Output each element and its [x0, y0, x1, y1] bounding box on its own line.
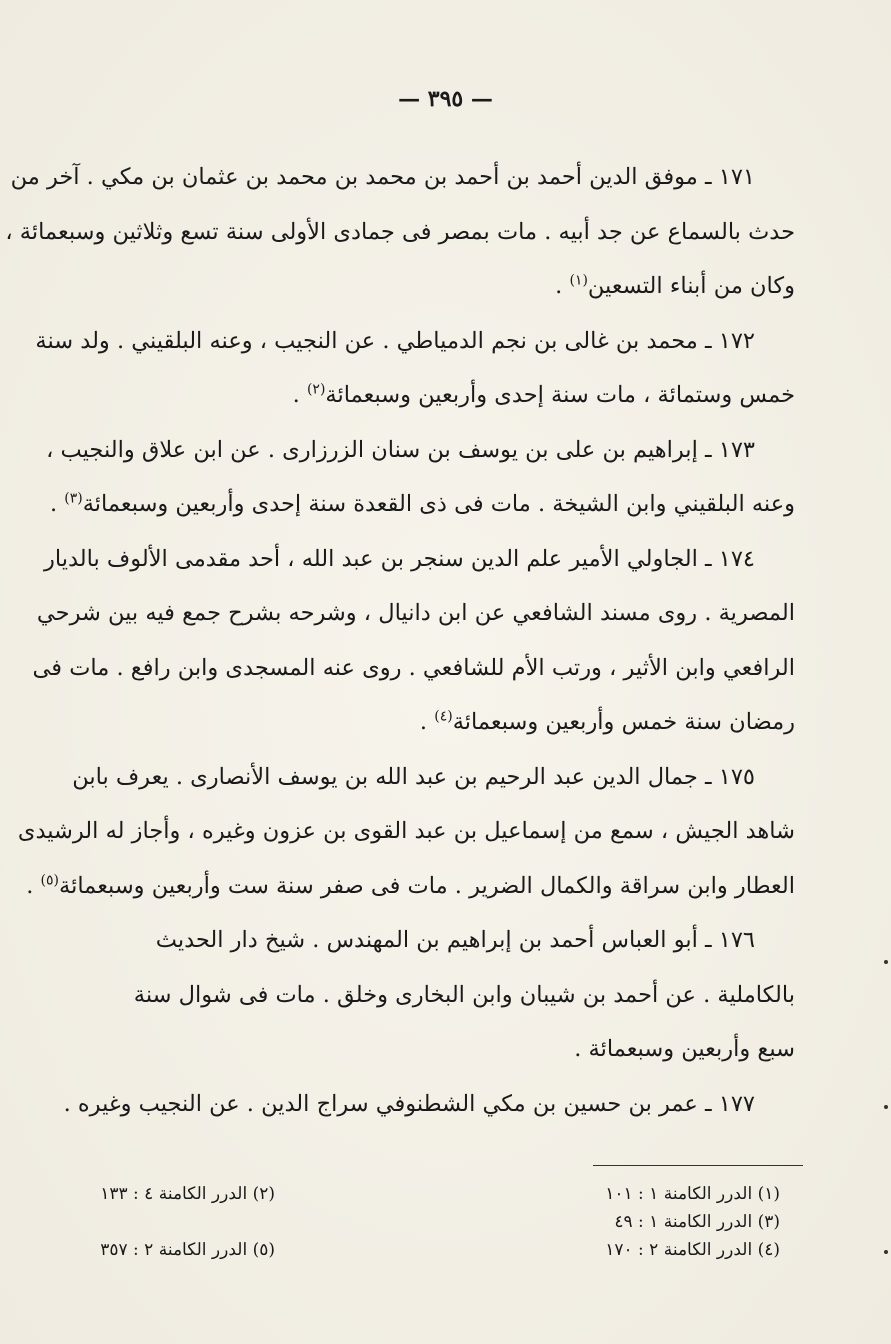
entry-line: المصرية . روى مسند الشافعي عن ابن دانيال ، وشرحه بشرح جمع فيه بين شرحي: [36, 600, 795, 626]
entry-line: شاهد الجيش ، سمع من إسماعيل بن عبد القوى بن عزون وغيره ، وأجاز له الرشيدى: [17, 818, 795, 844]
biography-entry: [32, 532, 795, 750]
entry-line: الرافعي وابن الأثير ، ورتب الأم للشافعي . روى عنه المسجدى وابن رافع . مات فى: [32, 654, 795, 681]
entry-line: بالكاملية . عن أحمد بن شيبان وابن البخارى وخلق . مات فى شوال سنة: [133, 981, 795, 1008]
footnote-reference: [70, 1208, 425, 1236]
page-number: — ٣٩٥ —: [398, 86, 493, 112]
entry-line: ١٧١ ـ موفق الدين أحمد بن أحمد بن محمد بن محمد بن عثمان بن مكي . آخر من: [10, 164, 755, 190]
entry-line-text: العطار وابن سراقة والكمال الضرير . مات فى صفر سنة ست وأربعين وسبعمائة: [59, 872, 795, 899]
footnote-reference: (٥) الدرر الكامنة ٢ : ٣٥٧: [100, 1240, 275, 1260]
footnote-reference: (٤) الدرر الكامنة ٢ : ١٧٠: [605, 1240, 780, 1260]
entry-line-text: خمس وستمائة ، مات سنة إحدى وأربعين وسبعمائة: [325, 382, 795, 408]
footnotes: [70, 1180, 780, 1264]
biography-entry: [5, 150, 795, 314]
entry-line: ١٧٢ ـ محمد بن غالى بن نجم الدمياطي . عن النجيب ، وعنه البلقيني . ولد سنة: [35, 327, 755, 354]
entry-line: ١٧٥ ـ جمال الدين عبد الرحيم بن عبد الله بن يوسف الأنصارى . يعرف بابن: [72, 763, 755, 790]
entry-line-text: وعنه البلقيني وابن الشيخة . مات فى ذى القعدة سنة إحدى وأربعين وسبعمائة: [82, 491, 795, 517]
entry-line-text: وكان من أبناء التسعين: [587, 273, 795, 299]
entry-line: ١٧٦ ـ أبو العباس أحمد بن إبراهيم بن المهندس . شيخ دار الحديث: [155, 927, 755, 953]
entry-line: حدث بالسماع عن جد أبيه . مات بمصر فى جمادى الأولى سنة تسع وثلاثين وسبعمائة ،: [5, 218, 795, 245]
biography-entry: [63, 1077, 795, 1132]
entry-line: العطار وابن سراقة والكمال الضرير . مات فى صفر سنة ست وأربعين وسبعمائة$^{(٥)}$ .: [26, 872, 795, 899]
scan-speck: [884, 1105, 888, 1109]
footnote-row: [70, 1236, 780, 1264]
footnote-reference: (٣) الدرر الكامنة ١ : ٤٩: [614, 1212, 780, 1232]
entry-line: رمضان سنة خمس وأربعين وسبعمائة$^{(٤)}$ .: [419, 708, 795, 735]
footnote-marker: (٤): [434, 708, 453, 725]
biography-entry: [17, 750, 795, 914]
entry-line: وعنه البلقيني وابن الشيخة . مات فى ذى القعدة سنة إحدى وأربعين وسبعمائة$^{(٣)}$ .: [49, 490, 795, 517]
entry-line: وكان من أبناء التسعين$^{(١)}$ .: [555, 272, 795, 299]
footnote-marker: (٢): [306, 381, 326, 398]
footnote-divider: [593, 1165, 803, 1166]
entry-line: خمس وستمائة ، مات سنة إحدى وأربعين وسبعمائة$^{(٢)}$ .: [292, 381, 795, 408]
entry-line: ١٧٣ ـ إبراهيم بن على بن يوسف بن سنان الزرزارى . عن ابن علاق والنجيب ،: [46, 436, 755, 463]
footnote-marker: (٥): [40, 872, 59, 888]
entries-text: [5, 150, 795, 1131]
footnote-reference: (٢) الدرر الكامنة ٤ : ١٣٣: [100, 1184, 275, 1204]
footnote-row: [70, 1180, 780, 1208]
footnote-marker: (٣): [64, 490, 83, 507]
biography-entry: [46, 423, 795, 532]
scan-speck: [884, 960, 888, 964]
entry-line-text: رمضان سنة خمس وأربعين وسبعمائة: [452, 709, 795, 735]
entry-line: ١٧٤ ـ الجاولي الأمير علم الدين سنجر بن عبد الله ، أحد مقدمى الألوف بالديار: [44, 545, 755, 572]
scan-speck: [884, 1250, 888, 1254]
footnote-reference: (١) الدرر الكامنة ١ : ١٠١: [605, 1184, 780, 1204]
entry-line: سبع وأربعين وسبعمائة .: [574, 1036, 795, 1062]
footnote-row: [70, 1208, 780, 1236]
biography-entry: [70, 913, 795, 1077]
biography-entry: [35, 314, 795, 423]
footnote-marker: (١): [569, 272, 588, 289]
entry-line: ١٧٧ ـ عمر بن حسين بن مكي الشطنوفي سراج الدين . عن النجيب وغيره .: [63, 1090, 755, 1117]
